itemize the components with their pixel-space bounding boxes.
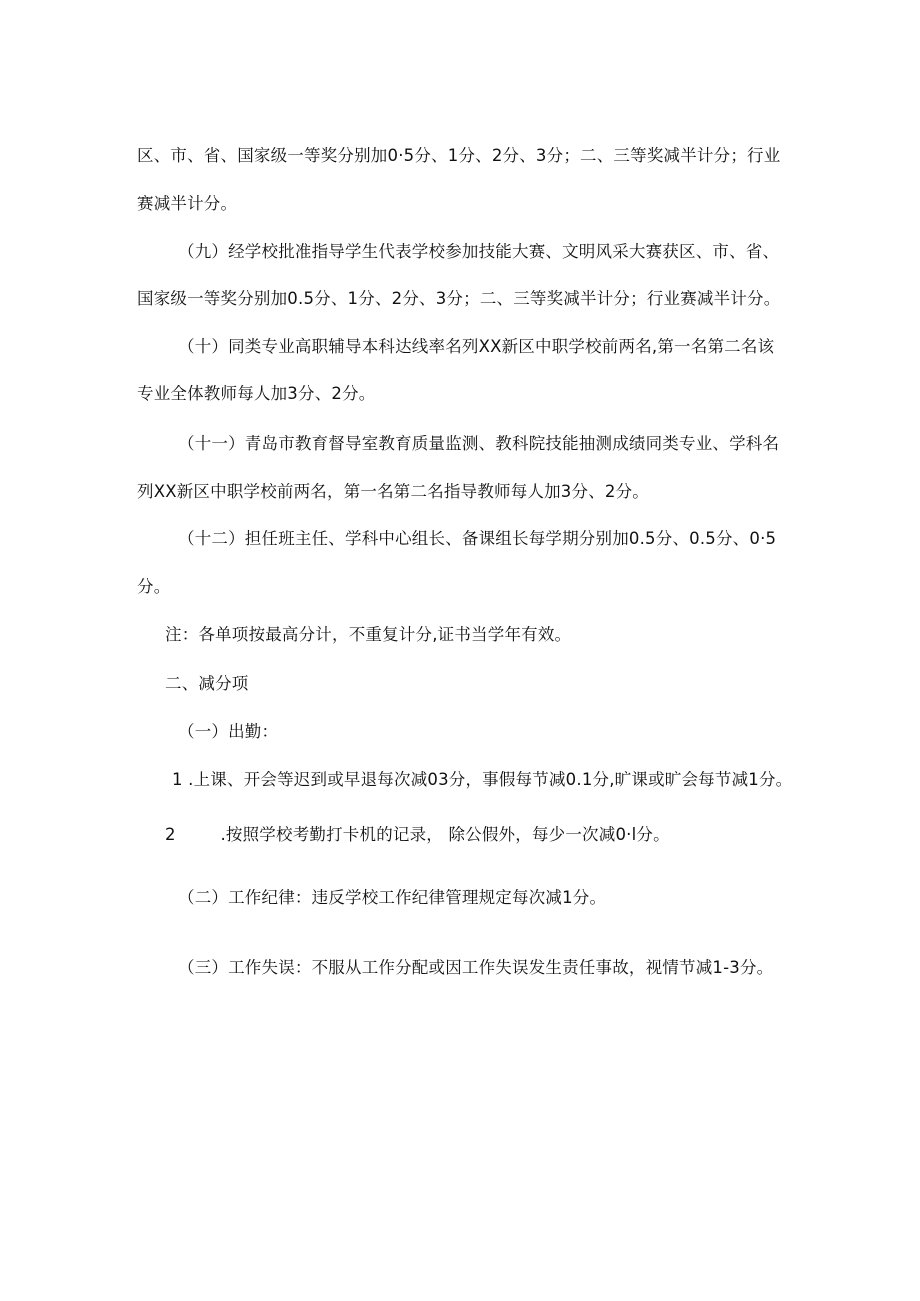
para4-line1: （十一）青岛市教育督导室教育质量监测、教科院技能抽测成绩同类专业、学科名 [178,434,780,453]
para1-line2: 赛减半计分。 [137,194,238,213]
para2-line1: （九）经学校批准指导学生代表学校参加技能大赛、文明风采大赛获区、市、省、 [178,242,780,261]
para3-line1: （十）同类专业高职辅导本科达线率名列XX新区中职学校前两名,第一名第二名该 [178,337,775,356]
item2-number: 2 [165,825,176,844]
para4-line2: 列XX新区中职学校前两名，第一名第二名指导教师每人加3分、2分。 [137,482,650,501]
item2-text: .按照学校考勤打卡机的记录， 除公假外，每少一次减0·l分。 [220,825,670,844]
note: 注：各单项按最高分计，不重复计分,证书当学年有效。 [165,625,572,644]
para5-line1: （十二）担任班主任、学科中心组长、备课组长每学期分别加0.5分、0.5分、0·5 [178,529,777,548]
para3-line2: 专业全体教师每人加3分、2分。 [137,384,376,403]
item2 [165,823,790,847]
section2-title: 二、减分项 [165,674,249,693]
sub2: （二）工作纪律：违反学校工作纪律管理规定每次减1分。 [178,888,607,907]
sub1-title: （一）出勤： [178,722,279,741]
para1-line1: 区、市、省、国家级一等奖分别加0·5分、1分、2分、3分；二、三等奖减半计分；行业 [137,146,781,165]
para2-line2: 国家级一等奖分别加0.5分、1分、2分、3分；二、三等奖减半计分；行业赛减半计分。 [137,289,781,308]
sub3: （三）工作失误：不服从工作分配或因工作失误发生责任事故，视情节减1-3分。 [178,958,774,977]
item1: 1 .上课、开会等迟到或早退每次减03分，事假每节减0.1分,旷课或旷会每节减1分。 [172,770,793,789]
para5-line2: 分。 [137,577,171,596]
